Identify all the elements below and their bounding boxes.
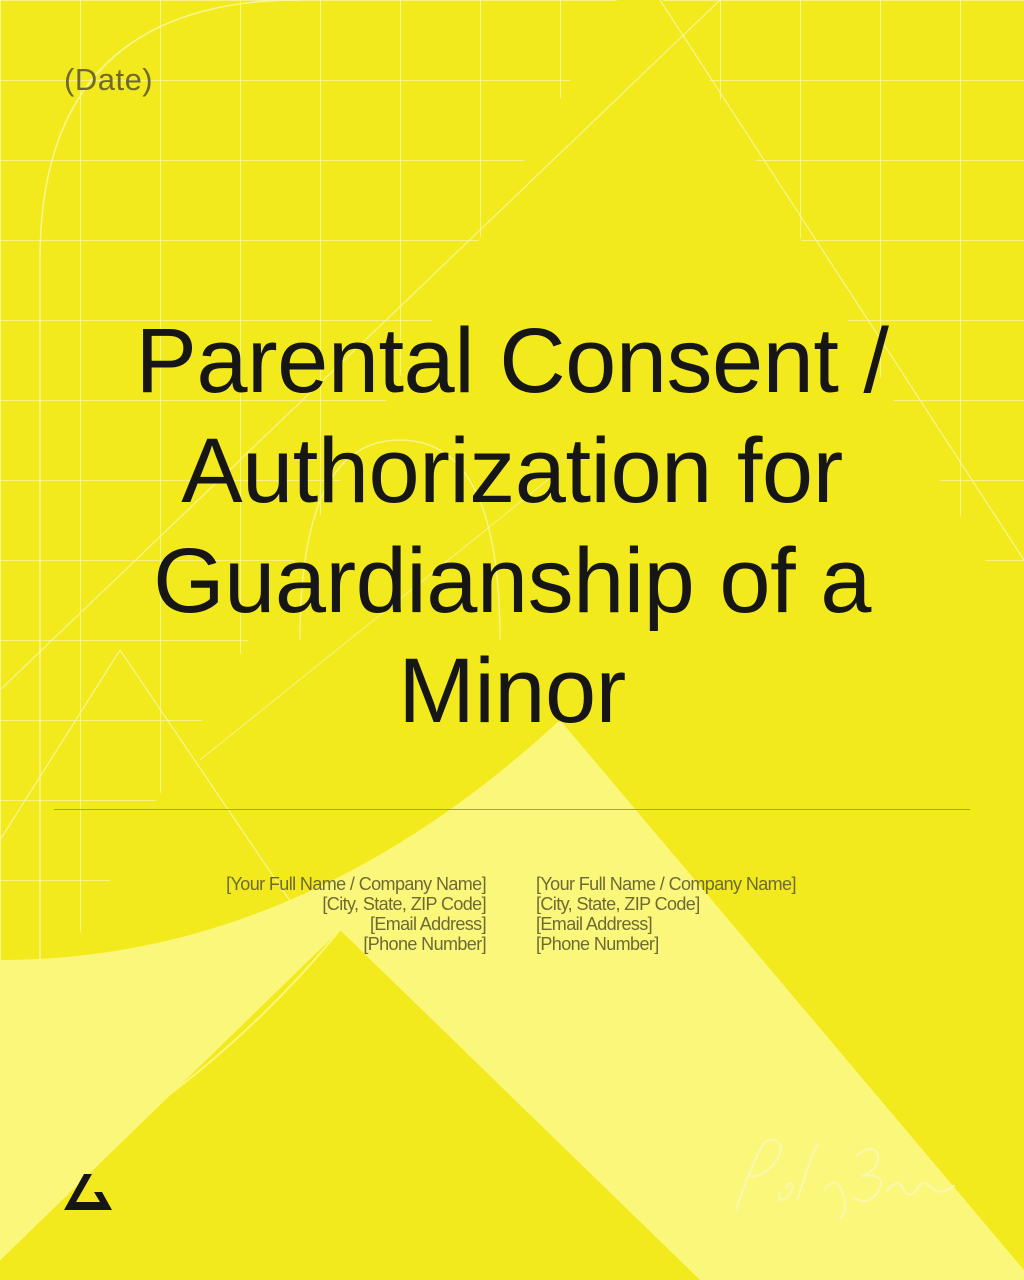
sender-city: [City, State, ZIP Code] [322,894,486,914]
recipient-block [536,874,796,954]
document-title: Parental Consent / Authorization for Guardianship of a Minor [135,310,889,742]
sender-block [226,874,486,954]
brand-logo-icon [62,1170,114,1212]
recipient-phone: [Phone Number] [536,934,659,954]
date-placeholder: (Date) [64,62,154,97]
recipient-email: [Email Address] [536,914,653,934]
sender-phone: [Phone Number] [363,934,486,954]
sender-name: [Your Full Name / Company Name] [226,874,486,894]
signature-icon [728,1132,960,1224]
recipient-city: [City, State, ZIP Code] [536,894,700,914]
sender-email: [Email Address] [369,914,486,934]
recipient-name: [Your Full Name / Company Name] [536,874,796,894]
divider [54,809,970,810]
